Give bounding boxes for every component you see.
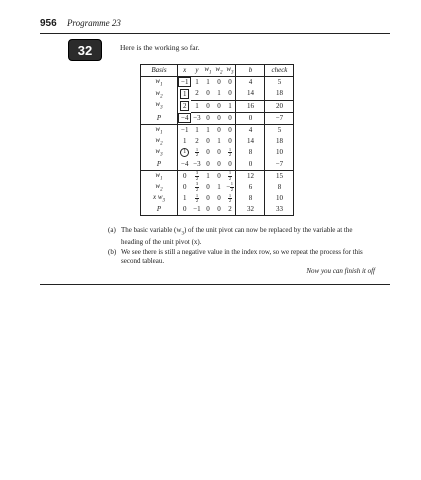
tableau-cell: $\frac{3}{2}$ xyxy=(195,181,199,192)
tableau-row xyxy=(141,100,294,112)
tableau-cell xyxy=(265,100,294,112)
tableau-cell: 0 xyxy=(206,113,210,122)
tableau-cell xyxy=(178,147,192,158)
pivot-highlight: 20 xyxy=(275,101,283,110)
column-header: b xyxy=(236,65,265,77)
tableau-row xyxy=(141,182,294,193)
tableau-cell: 0 xyxy=(217,148,221,157)
tableau-cell: $\frac{1}{2}$ xyxy=(228,192,232,204)
tableau-cell: 14 xyxy=(236,136,265,147)
tableau-cell: 5 xyxy=(265,77,294,89)
tableau-cell: 0 xyxy=(228,89,232,98)
tableau-cell: −3 xyxy=(193,159,201,168)
pivot-highlight: 1 xyxy=(195,101,199,110)
tableau-cell: 10 xyxy=(265,193,294,204)
tableau-cell: $w_2$ xyxy=(141,136,178,147)
tableau-cell xyxy=(178,100,192,112)
tableau-cell: 33 xyxy=(265,204,294,216)
tableau-row xyxy=(141,159,294,171)
tableau-cell: − $\frac{1}{2}$ xyxy=(226,181,234,192)
tableau-cell: 0 xyxy=(217,78,221,87)
tableau-cell: $w_1$ xyxy=(141,77,178,89)
tableau-cell: 1 xyxy=(217,182,221,191)
tableau-cell: $w_3$ xyxy=(141,147,178,158)
bottom-rule xyxy=(40,284,390,285)
tableau-cell: 18 xyxy=(265,136,294,147)
tableau-cell: 0 xyxy=(217,113,221,122)
tableau-cell: 14 xyxy=(236,88,265,100)
tableau-cell xyxy=(178,88,192,100)
tableau-cell: 1 xyxy=(182,137,187,146)
page-header xyxy=(40,18,121,29)
page-number: 956 xyxy=(40,18,57,29)
tableau-cell: 1 xyxy=(206,78,210,87)
tableau-row xyxy=(141,170,294,182)
tableau-header-row xyxy=(141,65,294,77)
tableau-cell: −3 xyxy=(193,113,201,122)
tableau-cell: 18 xyxy=(265,88,294,100)
tableau-row xyxy=(141,124,294,136)
tableau-row xyxy=(141,136,294,147)
tableau-cell: P xyxy=(141,159,178,171)
tableau-row xyxy=(141,193,294,204)
tableau-cell: −1 xyxy=(178,124,192,136)
tableau-cell xyxy=(202,100,213,112)
tableau-cell: 0 xyxy=(206,159,210,168)
tableau-cell: 0 xyxy=(213,124,224,136)
tableau-cell: 0 xyxy=(206,194,210,203)
tableau-row xyxy=(141,77,294,89)
tableau-cell: 4 xyxy=(236,124,265,136)
note-label: (a) xyxy=(108,226,116,234)
tableau-cell: 0 xyxy=(178,204,192,216)
pivot-highlight: −4 xyxy=(178,113,191,123)
tableau-cell: −7 xyxy=(265,159,294,171)
pivot-highlight: 16 xyxy=(246,101,254,110)
tableau-row xyxy=(141,112,294,124)
note-text: We see there is still a negative value in the index row, so we repeat the process for this second tableau. xyxy=(121,247,363,266)
frame-number-badge: 32 xyxy=(68,39,102,61)
tableau-cell: 0 xyxy=(217,159,221,168)
tableau-cell: $w_2$ xyxy=(141,182,178,193)
column-header: y xyxy=(191,65,202,77)
continue-text: Now you can finish it off xyxy=(306,267,375,275)
programme-title: Programme 23 xyxy=(66,18,121,28)
note-text: The basic variable $(w_3)$ of the unit pivot can now be replaced by the variable at the heading of the unit pivot (x). xyxy=(121,226,353,247)
tableau-cell: $\frac{1}{2}$ xyxy=(224,170,236,182)
tableau-cell: 1 xyxy=(202,124,213,136)
tableau-cell: −4 xyxy=(181,159,189,168)
tableau-cell: 6 xyxy=(236,182,265,193)
tableau-cell: 0 xyxy=(178,170,192,182)
unit-pivot: 1 xyxy=(180,148,189,157)
column-header: $w_3$ xyxy=(224,65,236,77)
tableau-cell: 32 xyxy=(236,204,265,216)
tableau-cell xyxy=(236,100,265,112)
pivot-highlight: 2 xyxy=(180,101,190,111)
tableau-cell: 1 xyxy=(182,194,187,203)
tableau-cell: 0 xyxy=(206,148,210,157)
column-header: check xyxy=(265,65,294,77)
tableau-cell: 2 xyxy=(195,137,199,146)
tableau-cell: 0 xyxy=(228,159,232,168)
tableau-cell: $\frac{1}{2}$ xyxy=(195,192,199,204)
pivot-highlight: 0 xyxy=(217,101,221,110)
tableau-cell: 0 xyxy=(228,78,232,87)
tableau-cell: 0 xyxy=(206,182,210,191)
tableau-cell: 10 xyxy=(265,147,294,158)
note-label: (b) xyxy=(108,247,117,256)
tableau-cell: 0 xyxy=(182,182,187,191)
tableau-row xyxy=(141,204,294,216)
tableau-cell: −7 xyxy=(265,112,294,124)
tableau-cell xyxy=(178,77,192,89)
tableau-cell: 0 xyxy=(228,113,232,122)
intro-text: Here is the working so far. xyxy=(120,43,200,52)
tableau-cell: 1 xyxy=(217,137,221,146)
tableau-cell: P xyxy=(141,112,178,124)
tableau-cell: 1 xyxy=(202,170,213,182)
tableau-cell: 12 xyxy=(236,170,265,182)
top-rule xyxy=(40,33,390,34)
tableau-cell: 0 xyxy=(236,159,265,171)
tableau-cell: $w_1$ xyxy=(141,170,178,182)
tableau-cell xyxy=(224,100,236,112)
tableau-cell: 2 xyxy=(224,204,236,216)
tableau-cell xyxy=(191,100,202,112)
tableau-cell: 1 xyxy=(191,124,202,136)
column-header: Basis xyxy=(141,65,178,77)
tableau-cell: 0 xyxy=(202,204,213,216)
tableau-cell: 8 xyxy=(236,193,265,204)
tableau-cell: 0 xyxy=(224,124,236,136)
note-item xyxy=(108,248,370,267)
tableau-cell: 0 xyxy=(213,204,224,216)
pivot-highlight: −1 xyxy=(178,77,191,87)
tableau-cell: 0 xyxy=(206,89,210,98)
tableau-cell: $w_3$ xyxy=(141,100,178,112)
tableau-cell: 4 xyxy=(236,77,265,89)
tableau-row xyxy=(141,88,294,100)
tableau-cell: P xyxy=(141,204,178,216)
notes xyxy=(108,226,370,266)
pivot-highlight: 1 xyxy=(180,89,190,99)
tableau-cell: 8 xyxy=(236,147,265,158)
column-header: x xyxy=(178,65,192,77)
column-header: $w_2$ xyxy=(215,64,223,76)
tableau-cell: 0 xyxy=(217,194,221,203)
tableau-cell: $w_1$ xyxy=(141,124,178,136)
pivot-highlight: 1 xyxy=(228,101,232,110)
note-item xyxy=(108,226,370,248)
tableau-cell: $\frac{1}{2}$ xyxy=(195,146,199,158)
tableau-cell: x $w_3$ xyxy=(141,193,178,204)
tableau-cell: 8 xyxy=(265,182,294,193)
tableau-cell: $w_2$ xyxy=(141,88,178,100)
pivot-highlight: 0 xyxy=(206,101,210,110)
tableau-cell: 0 xyxy=(206,137,210,146)
tableau-cell: $\frac{3}{2}$ xyxy=(191,170,202,182)
tableau-cell: 0 xyxy=(236,112,265,124)
tableau-cell: 5 xyxy=(265,124,294,136)
tableau-cell xyxy=(213,100,224,112)
tableau-cell: 1 xyxy=(217,89,221,98)
tableau-cell xyxy=(178,112,192,124)
tableau-cell: $\frac{1}{2}$ xyxy=(228,146,232,158)
column-header: $w_1$ xyxy=(204,64,212,76)
tableau-cell: 1 xyxy=(195,78,199,87)
tableau-cell: 15 xyxy=(265,170,294,182)
tableau-cell: −1 xyxy=(191,204,202,216)
tableau-cell: 0 xyxy=(228,137,232,146)
tableau-row xyxy=(141,147,294,158)
tableau-cell: 0 xyxy=(213,170,224,182)
tableau-cell: 2 xyxy=(195,89,199,98)
simplex-tableau xyxy=(140,64,294,216)
